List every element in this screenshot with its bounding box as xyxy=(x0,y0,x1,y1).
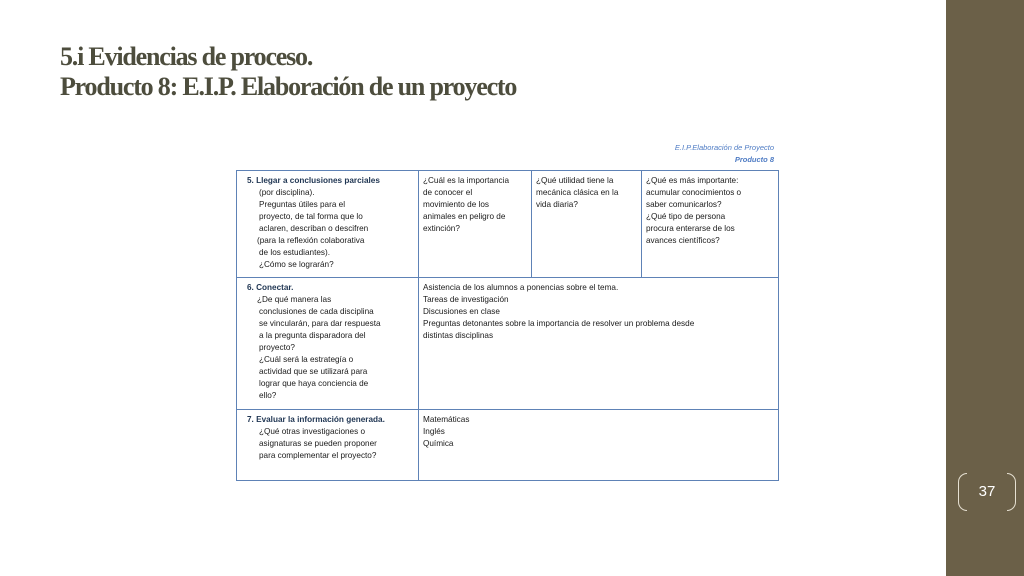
row7-right-cell xyxy=(419,410,779,481)
row6-line: ello? xyxy=(259,391,277,400)
left-bracket-shape xyxy=(958,473,967,511)
cell-line: mecánica clásica en la xyxy=(536,188,619,197)
row5-line: Preguntas útiles para el xyxy=(259,200,346,209)
cell-line: extinción? xyxy=(423,224,460,233)
row6-line: ¿De qué manera las xyxy=(257,295,332,304)
row5-question-1 xyxy=(419,171,532,278)
row6-line: actividad que se utilizará para xyxy=(259,367,368,376)
row6-title: 6. Conectar. xyxy=(247,283,294,292)
row5-left-cell xyxy=(237,171,419,278)
row5-line: de los estudiantes). xyxy=(259,248,331,257)
row5-title: 5. Llegar a conclusiones parciales xyxy=(247,176,380,185)
row6-line: se vincularán, para dar respuesta xyxy=(259,319,381,328)
document-header-title: E.I.P.Elaboración de Proyecto xyxy=(674,143,774,152)
cell-line: ¿Qué es más importante: xyxy=(646,176,739,185)
row6-line: lograr que haya conciencia de xyxy=(259,379,369,388)
table-row xyxy=(237,278,779,410)
row6-line: ¿Cuál será la estrategía o xyxy=(259,355,354,364)
page-number: 37 xyxy=(978,483,996,500)
row5-line: (para la reflexión colaborativa xyxy=(257,236,365,245)
row5-line: (por disciplina). xyxy=(259,188,315,197)
cell-line: Discusiones en clase xyxy=(423,307,500,316)
cell-line: Matemáticas xyxy=(423,415,470,424)
cell-line: Inglés xyxy=(423,427,445,436)
row6-right-cell xyxy=(419,278,779,410)
cell-line: vida diaria? xyxy=(536,200,578,209)
slide-title xyxy=(60,42,516,102)
row5-line: ¿Cómo se lograrán? xyxy=(259,260,334,269)
row7-left-cell xyxy=(237,410,419,481)
cell-line: Tareas de investigación xyxy=(423,295,509,304)
row7-line: ¿Qué otras investigaciones o xyxy=(259,427,366,436)
row7-title: 7. Evaluar la información generada. xyxy=(247,415,385,424)
cell-line: ¿Qué utilidad tiene la xyxy=(536,176,614,185)
row7-line: asignaturas se pueden proponer xyxy=(259,439,377,448)
cell-line: ¿Cuál es la importancia xyxy=(423,176,510,185)
cell-line: acumular conocimientos o xyxy=(646,188,742,197)
cell-line: Asistencia de los alumnos a ponencias sobre el tema. xyxy=(423,283,619,292)
cell-line: procura enterarse de los xyxy=(646,224,735,233)
row6-line: proyecto? xyxy=(259,343,295,352)
slide-title-text: Evidencias de proceso. xyxy=(83,42,313,71)
row7-line: para complementar el proyecto? xyxy=(259,451,377,460)
cell-line: avances científicos? xyxy=(646,236,720,245)
cell-line: de conocer el xyxy=(423,188,473,197)
right-bracket-shape xyxy=(1007,473,1016,511)
slide-subtitle: Producto 8: E.I.P. Elaboración de un proyecto xyxy=(60,72,517,101)
cell-line: distintas disciplinas xyxy=(423,331,494,340)
table-row xyxy=(237,410,779,481)
row6-left-cell xyxy=(237,278,419,410)
cell-line: movimiento de los xyxy=(423,200,489,209)
row5-line: proyecto, de tal forma que lo xyxy=(259,212,363,221)
cell-line: ¿Qué tipo de persona xyxy=(646,212,726,221)
cell-line: animales en peligro de xyxy=(423,212,506,221)
page-number-badge xyxy=(958,470,1016,514)
cell-line: Preguntas detonantes sobre la importancia de resolver un problema desde xyxy=(423,319,695,328)
slide-title-number: 5.i xyxy=(60,42,84,71)
project-table xyxy=(236,170,779,481)
row6-line: a la pregunta disparadora del xyxy=(259,331,366,340)
table-row xyxy=(237,171,779,278)
cell-line: Química xyxy=(423,439,454,448)
document-header-product: Producto 8 xyxy=(734,155,774,164)
row5-line: aclaren, describan o descifren xyxy=(259,224,369,233)
row5-question-2 xyxy=(532,171,642,278)
row6-line: conclusiones de cada disciplina xyxy=(259,307,374,316)
slide-title-line1 xyxy=(60,42,516,72)
row5-question-3 xyxy=(642,171,779,278)
cell-line: saber comunicarlos? xyxy=(646,200,722,209)
